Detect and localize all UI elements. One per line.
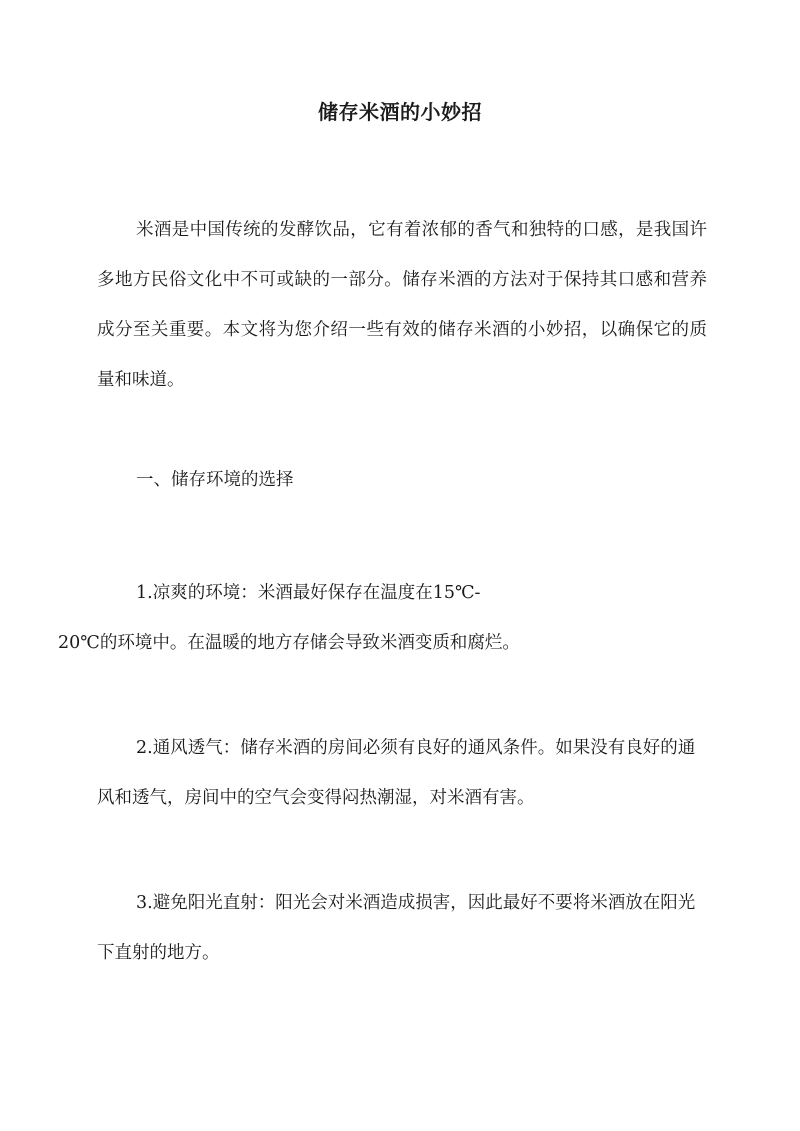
section-heading: 一、储存环境的选择 [136, 470, 294, 490]
list-item-avoid-sunlight: 3.避免阳光直射：阳光会对米酒造成损害，因此最好不要将米酒放在阳光下直射的地方。 [97, 893, 696, 963]
list-item-line: 1.凉爽的环境：米酒最好保存在温度在15℃- [136, 583, 481, 603]
intro-paragraph: 米酒是中国传统的发酵饮品，它有着浓郁的香气和独特的口感，是我国许多地方民俗文化中不可或缺的一部分。储存米酒的方法对于保持其口感和营养成分至关重要。本文将为您介绍一些有效的储存米酒的小妙招，以确保它的质量和味道。 [97, 220, 707, 390]
list-item-line: 20℃的环境中。在温暖的地方存储会导致米酒变质和腐烂。 [58, 633, 520, 653]
list-item-cool-environment [58, 568, 707, 668]
document-title: 储存米酒的小妙招 [318, 100, 482, 124]
list-item-ventilation: 2.通风透气：储存米酒的房间必须有良好的通风条件。如果没有良好的通风和透气，房间中的空气会变得闷热潮湿，对米酒有害。 [97, 738, 696, 808]
